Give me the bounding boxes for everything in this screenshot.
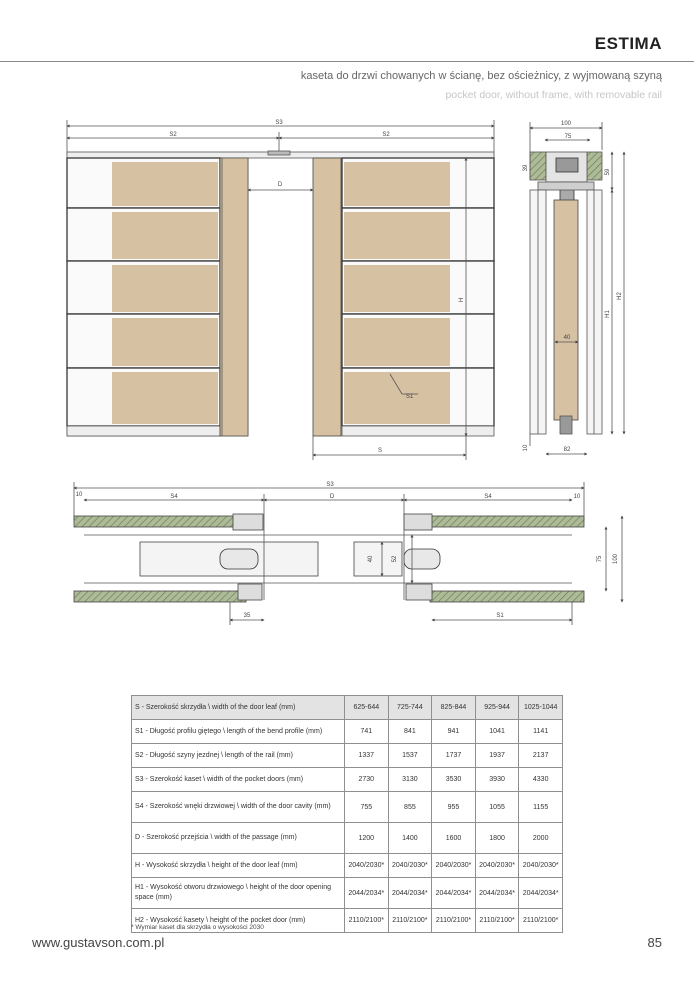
table-header-cell: 925-944 — [475, 696, 519, 720]
section-label-100: 100 — [560, 121, 572, 127]
page-number: 85 — [647, 935, 662, 950]
plan-section-drawing — [74, 482, 622, 625]
table-cell: 2040/2030* — [475, 854, 519, 878]
plan-label-35: 35 — [243, 613, 251, 619]
row-label: D - Szerokość przejścia \ width of the passage (mm) — [132, 823, 345, 854]
table-header-cell: 1025-1044 — [519, 696, 563, 720]
table-cell: 2110/2100* — [388, 909, 432, 933]
table-cell: 1041 — [475, 720, 519, 744]
table-cell: 2110/2100* — [475, 909, 519, 933]
plan-label-10-right: 10 — [573, 494, 581, 500]
row-label: H - Wysokość skrzydła \ height of the door leaf (mm) — [132, 854, 345, 878]
row-label: S2 - Długość szyny jezdnej \ length of the rail (mm) — [132, 744, 345, 768]
subtitle-polish: kaseta do drzwi chowanych w ścianę, bez ościeżnicy, z wyjmowaną szyną — [300, 70, 662, 82]
table-header-cell: 825-844 — [432, 696, 476, 720]
brand-title: ESTIMA — [594, 34, 662, 53]
section-label-10: 10 — [523, 444, 529, 452]
table-cell: 3530 — [432, 768, 476, 792]
plan-label-10-left: 10 — [75, 492, 83, 498]
table-row — [132, 823, 563, 854]
plan-label-s1: S1 — [496, 613, 504, 619]
front-elevation-drawing — [67, 120, 494, 460]
front-label-s2-right: S2 — [382, 132, 390, 138]
section-label-59: 59 — [605, 168, 611, 176]
table-cell: 2110/2100* — [519, 909, 563, 933]
table-cell: 1400 — [388, 823, 432, 854]
front-label-s2-left: S2 — [169, 132, 177, 138]
plan-label-75: 75 — [597, 555, 603, 563]
table-footnote: * Wymiar kaset dla skrzydła o wysokości 2030 — [131, 924, 264, 931]
section-label-40: 40 — [563, 335, 571, 341]
front-label-s3: S3 — [275, 120, 283, 126]
section-label-82: 82 — [563, 447, 571, 453]
table-cell: 2000 — [519, 823, 563, 854]
table-cell: 1800 — [475, 823, 519, 854]
table-cell: 1337 — [345, 744, 389, 768]
table-header-label: S - Szerokość skrzydła \ width of the door leaf (mm) — [132, 696, 345, 720]
table-cell: 1600 — [432, 823, 476, 854]
table-row — [132, 854, 563, 878]
table-cell: 2044/2034* — [475, 878, 519, 909]
website-link[interactable]: www.gustavson.com.pl — [32, 935, 165, 950]
plan-label-40: 40 — [368, 555, 374, 563]
table-cell: 1141 — [519, 720, 563, 744]
row-label: S4 - Szerokość wnęki drzwiowej \ width of the door cavity (mm) — [132, 792, 345, 823]
table-header-cell: 725-744 — [388, 696, 432, 720]
section-label-h1: H1 — [605, 310, 611, 318]
table-cell: 2040/2030* — [345, 854, 389, 878]
plan-label-100: 100 — [613, 553, 619, 565]
table-cell: 2040/2030* — [388, 854, 432, 878]
table-cell: 2730 — [345, 768, 389, 792]
table-cell: 3930 — [475, 768, 519, 792]
table-row — [132, 744, 563, 768]
section-label-39: 39 — [523, 164, 529, 172]
table-cell: 755 — [345, 792, 389, 823]
table-row — [132, 792, 563, 823]
table-cell: 955 — [432, 792, 476, 823]
row-label: S1 - Długość profilu giętego \ length of the bend profile (mm) — [132, 720, 345, 744]
plan-label-s4-right: S4 — [484, 494, 492, 500]
row-label: H2 - Wysokość kasety \ height of the pocket door (mm) — [132, 909, 345, 933]
section-label-75: 75 — [564, 134, 572, 140]
table-header-row — [132, 696, 563, 720]
plan-label-s4-left: S4 — [170, 494, 178, 500]
table-cell: 2044/2034* — [345, 878, 389, 909]
table-row — [132, 878, 563, 909]
plan-label-s3: S3 — [326, 482, 334, 488]
table-cell: 2110/2100* — [432, 909, 476, 933]
table-row — [132, 720, 563, 744]
plan-label-d: D — [329, 494, 335, 500]
table-cell: 2044/2034* — [432, 878, 476, 909]
table-cell: 1537 — [388, 744, 432, 768]
section-label-h2: H2 — [617, 292, 623, 300]
table-cell: 1937 — [475, 744, 519, 768]
table-cell: 2137 — [519, 744, 563, 768]
dimensions-table — [131, 695, 563, 933]
front-label-s1: S1 — [406, 394, 414, 400]
row-label: H1 - Wysokość otworu drzwiowego \ height of the door opening space (mm) — [132, 878, 345, 909]
front-label-h: H — [459, 297, 465, 303]
table-cell: 941 — [432, 720, 476, 744]
table-cell: 2044/2034* — [388, 878, 432, 909]
table-cell: 741 — [345, 720, 389, 744]
table-cell: 1155 — [519, 792, 563, 823]
table-cell: 2040/2030* — [519, 854, 563, 878]
table-cell: 2110/2100* — [345, 909, 389, 933]
table-row — [132, 768, 563, 792]
subtitle-english: pocket door, without frame, with removable rail — [445, 89, 662, 101]
table-cell: 1737 — [432, 744, 476, 768]
front-label-d: D — [277, 182, 283, 188]
row-label: S3 - Szerokość kaset \ width of the pocket doors (mm) — [132, 768, 345, 792]
table-cell: 4330 — [519, 768, 563, 792]
table-cell: 841 — [388, 720, 432, 744]
table-cell: 3130 — [388, 768, 432, 792]
front-label-s: S — [377, 448, 383, 454]
table-cell: 2044/2034* — [519, 878, 563, 909]
plan-label-52: 52 — [392, 555, 398, 563]
table-cell: 855 — [388, 792, 432, 823]
table-cell: 1055 — [475, 792, 519, 823]
table-cell: 1200 — [345, 823, 389, 854]
table-header-cell: 625-644 — [345, 696, 389, 720]
table-cell: 2040/2030* — [432, 854, 476, 878]
